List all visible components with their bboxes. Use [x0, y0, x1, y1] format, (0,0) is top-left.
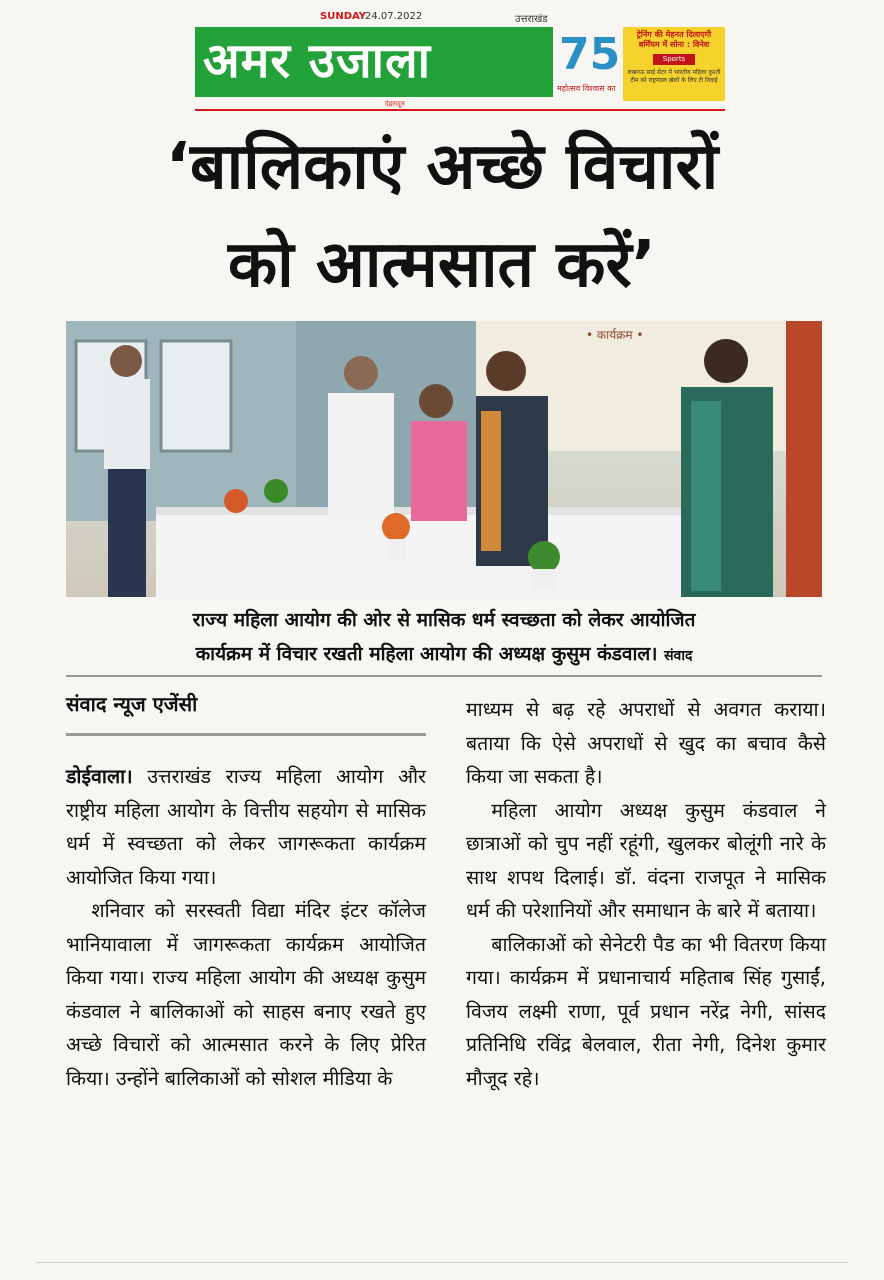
paragraph-2-continued: माध्यम से बढ़ रहे अपराधों से अवगत कराया। बताया कि ऐसे अपराधों से खुद का बचाव कैसे किया जा सकता है। — [466, 698, 826, 788]
masthead-edition: उत्तराखंड — [515, 14, 548, 25]
logo-text: अमर उजाला — [203, 33, 432, 89]
headline-line-1: ‘बालिकाएं अच्छे विचारों — [165, 130, 719, 204]
dateline: डोईवाला। — [66, 765, 133, 788]
page-bottom-rule — [36, 1262, 848, 1263]
article-headline — [50, 118, 834, 314]
masthead-city: देहरादून — [385, 100, 405, 108]
photo-illustration — [66, 321, 822, 597]
byline: संवाद न्यूज एजेंसी — [66, 692, 198, 716]
paragraph-4: बालिकाओं को सेनेटरी पैड का भी वितरण किया गया। कार्यक्रम में प्रधानाचार्य महिताब सिंह गुसाईं, विजय लक्ष्मी राणा, पूर्व प्रधान नरेंद्र नेगी, सांसद प्रतिनिधि रविंद्र बेलवाल, रीता नेगी, दिनेश कुमार मौजूद रहे। — [466, 932, 826, 1090]
paragraph-2: शनिवार को सरस्वती विद्या मंदिर इंटर कॉलेज भानियावाला में जागरूकता कार्यक्रम आयोजित किया गया। राज्य महिला आयोग की अध्यक्ष कुसुम कंडवाल ने बालिकाओं को साहस बनाए रखते हुए अच्छे विचारों को आत्मसात करने के लिए प्रेरित किया। उन्होंने बालिकाओं को सोशल मीडिया के — [66, 899, 426, 1090]
promo-headline: ट्रेनिंग की मेहनत दिलाएगी बर्मिंघम में सोना : विनेश — [636, 30, 712, 49]
masthead-date: 24.07.2022 — [365, 11, 423, 22]
paragraph-1 — [66, 760, 426, 894]
paragraph-1-text: उत्तराखंड राज्य महिला आयोग और राष्ट्रीय महिला आयोग के वित्तीय सहयोग से मासिक धर्म में स्वच्छता को लेकर जागरूकता कार्यक्रम आयोजित किया गया। — [66, 765, 426, 889]
promo-box — [623, 27, 725, 101]
masthead-day: SUNDAY — [320, 11, 367, 22]
anniversary-number: 75 — [559, 29, 621, 80]
caption-line-1: राज्य महिला आयोग की ओर से मासिक धर्म स्वच्छता को लेकर आयोजित — [192, 609, 696, 631]
caption-line-2 — [66, 637, 822, 673]
masthead — [195, 10, 725, 106]
byline-divider — [66, 733, 426, 736]
anniversary-tagline: महोत्सव विश्वास का — [557, 84, 616, 93]
anniversary-badge — [557, 27, 621, 97]
promo-subtext: लखनऊ साई सेंटर में भारतीय महिला कुश्ती टीम को राष्ट्रमंडल खेलों के लिए टी विदाई — [627, 69, 721, 84]
photo-banner-text: • कार्यक्रम • — [586, 328, 644, 342]
article-photo — [66, 321, 822, 597]
paragraph-3: महिला आयोग अध्यक्ष कुसुम कंडवाल ने छात्राओं को चुप नहीं रहूंगी, खुलकर बोलूंगी नारे के साथ शपथ दिलाई। डॉ. वंदना राजपूत ने मासिक धर्म की परेशानियों और समाधान के बारे में बताया। — [466, 798, 826, 922]
caption-line-2-text: कार्यक्रम में विचार रखती महिला आयोग की अध्यक्ष कुसुम कंडवाल। — [195, 643, 658, 665]
article-column-1 — [66, 760, 426, 1095]
newspaper-logo — [195, 27, 553, 97]
article-column-2 — [466, 693, 826, 1095]
masthead-divider — [195, 109, 725, 111]
photo-caption — [66, 603, 822, 673]
masthead-city-line — [195, 100, 615, 108]
masthead-topline — [195, 10, 725, 26]
caption-credit: संवाद — [664, 648, 693, 664]
headline-line-2: को आत्मसात करें’ — [228, 228, 656, 302]
promo-section: Sports — [653, 54, 695, 65]
caption-divider — [66, 675, 822, 677]
